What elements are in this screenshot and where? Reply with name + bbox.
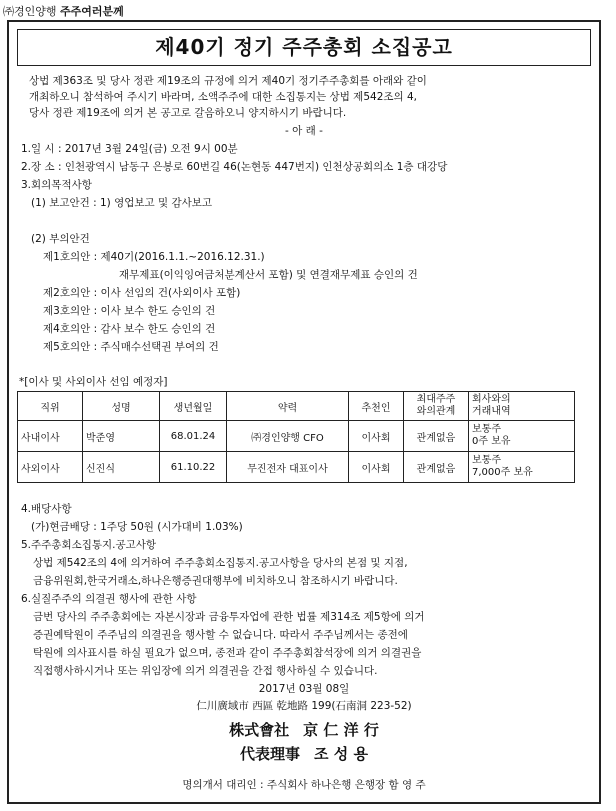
intro-line-1: 상법 제363조 및 당사 정관 제19조의 규정에 의거 제40기 정기주주총회를 아래와 같이 [29,75,427,87]
agenda-2: 제2호의안 : 이사 선임의 건(사외이사 포함) [43,287,241,299]
purpose-heading: 3.회의목적사항 [21,179,92,191]
col-recommender: 추천인 [349,392,404,421]
meeting-place: 2.장 소 : 인천광역시 남동구 은봉로 60번길 46(논현동 447번지) 인천상공회의소 1층 대강당 [21,161,448,173]
col-transactions: 회사와의 거래내역 [469,392,575,421]
agenda-3: 제3호의안 : 이사 보수 한도 승인의 건 [43,305,216,317]
directors-caption: *[이사 및 사외이사 선임 예정자] [19,376,168,388]
meeting-date: 1.일 시 : 2017년 3월 24일(금) 오전 9시 00분 [21,143,238,155]
notice-title: 제40기 정기 주주총회 소집공고 [17,29,591,66]
cell-recommender: 이사회 [349,421,404,452]
agenda-1: 제1호의안 : 제40기(2016.1.1.~2016.12.31.) [43,251,265,263]
ceo-line [9,743,599,764]
cell-career: ㈜경인양행 CFO [227,421,349,452]
col-position: 직위 [18,392,83,421]
table-header-row [18,392,575,421]
dividend-heading: 4.배당사항 [21,503,72,515]
voting-line-4: 직접행사하시거나 또는 위임장에 의거 의결권을 간접 행사하실 수 있습니다. [33,665,378,677]
cell-recommender: 이사회 [349,452,404,483]
below-heading: - 아 래 - [285,125,323,137]
col-name: 성명 [83,392,160,421]
voting-heading: 6.실질주주의 의결권 행사에 관한 사항 [21,593,197,605]
agenda-1-detail: 재무제표(이익잉여금처분계산서 포함) 및 연결재무제표 승인의 건 [119,269,418,281]
report-items: (1) 보고안건 : 1) 영업보고 및 감사보고 [31,197,213,209]
notice-line-2: 금융위원회,한국거래소,하나은행증권대행부에 비치하오니 참조하시기 바랍니다. [33,575,398,587]
company-name-line [9,719,599,740]
voting-line-2: 증권예탁원이 주주님의 의결권을 행사할 수 없습니다. 따라서 주주님께서는 종전에 [33,629,408,641]
directors-table [17,391,575,483]
cell-birth: 61.10.22 [160,452,227,483]
cell-birth: 68.01.24 [160,421,227,452]
table-row [18,421,575,452]
registrar: 명의개서 대리인 : 주식회사 하나은행 은행장 함 영 주 [182,779,426,791]
cell-transactions: 보통주 0주 보유 [469,421,575,452]
header-tag [3,3,124,19]
cell-relation: 관계없음 [404,452,469,483]
ceo-name: 조 성 용 [314,745,368,763]
cell-name: 박준영 [83,421,160,452]
signature-date: 2017년 03월 08일 [258,683,350,695]
cell-name: 신진식 [83,452,160,483]
agenda-5: 제5호의안 : 주식매수선택권 부여의 건 [43,341,219,353]
intro-line-3: 당사 정관 제19조에 의거 본 공고로 갈음하오니 양지하시기 바랍니다. [29,107,347,119]
col-birth: 생년월일 [160,392,227,421]
dividend-line: (가)현금배당 : 1주당 50원 (시가대비 1.03%) [31,521,243,533]
intro-line-2: 개최하오니 참석하여 주시기 바라며, 소액주주에 대한 소집통지는 상법 제542조의 4, [29,91,418,103]
cell-transactions: 보통주 7,000주 보유 [469,452,575,483]
cell-career: 무진전자 대표이사 [227,452,349,483]
company-label: 株式會社 [229,721,290,739]
col-career: 약력 [227,392,349,421]
notice-heading: 5.주주총회소집통지.공고사항 [21,539,157,551]
voting-line-1: 금번 당사의 주주총회에는 자본시장과 금융투자업에 관한 법률 제314조 제5항에 의거 [33,611,425,623]
table-row [18,452,575,483]
voting-line-3: 탁원에 의사표시를 하실 필요가 없으며, 종전과 같이 주주총회참석장에 의거 의결권을 [33,647,422,659]
ceo-label: 代表理事 [240,745,301,763]
notice-line-1: 상법 제542조의 4에 의거하여 주주총회소집통지.공고사항을 당사의 본점 및 지점, [33,557,408,569]
company-address: 仁川廣域市 西區 乾地路 199(石南洞 223-52) [196,700,412,712]
cell-position: 사내이사 [18,421,83,452]
agenda-4: 제4호의안 : 감사 보수 한도 승인의 건 [43,323,216,335]
resolution-heading: (2) 부의안건 [31,233,90,245]
company-name: 京 仁 洋 行 [303,721,379,739]
cell-relation: 관계없음 [404,421,469,452]
header-tag-prefix: ㈜경인양행 [3,5,57,18]
header-tag-label: 주주여러분께 [60,5,124,18]
col-relation: 최대주주 와의관계 [404,392,469,421]
notice-frame [7,20,601,804]
cell-position: 사외이사 [18,452,83,483]
